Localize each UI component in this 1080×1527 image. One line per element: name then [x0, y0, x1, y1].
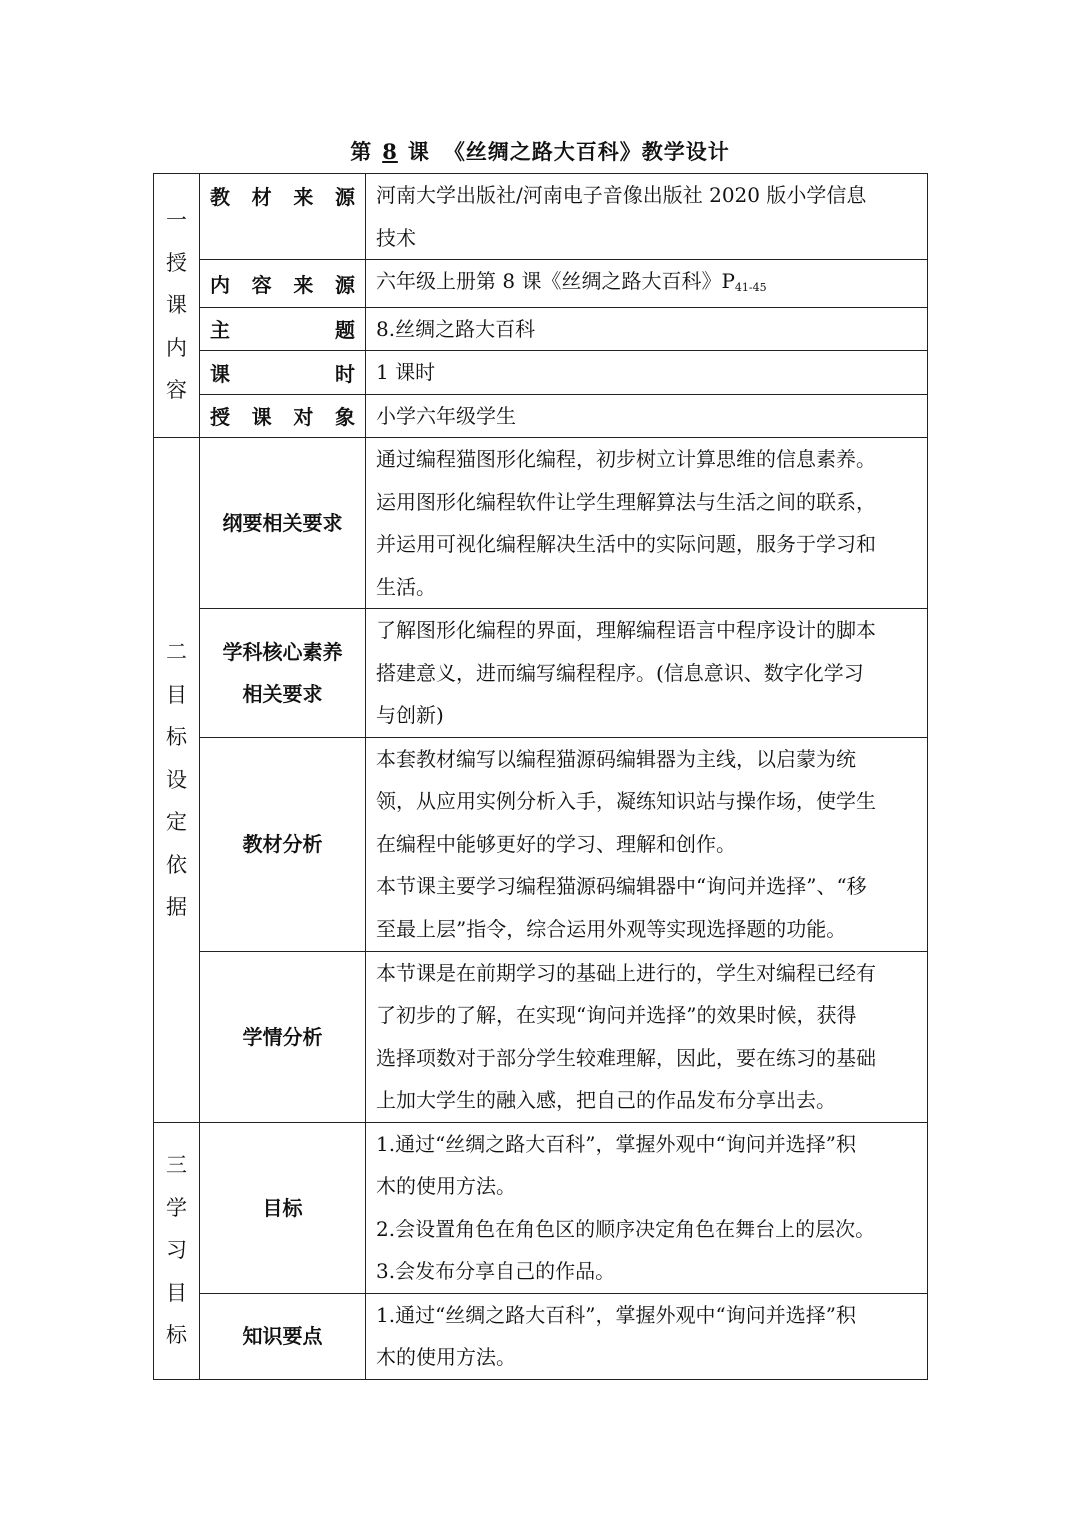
label-key-points: 知识要点	[200, 1293, 366, 1379]
lesson-number: 8	[382, 139, 398, 164]
label-theme: 主 题	[200, 307, 366, 351]
section-3-label: 三 学 习 目 标	[154, 1122, 200, 1379]
label-curriculum: 纲要相关要求	[200, 438, 366, 609]
row-content-source	[154, 260, 928, 308]
label-student-analysis: 学情分析	[200, 951, 366, 1122]
label-objectives: 目标	[200, 1122, 366, 1293]
row-audience	[154, 394, 928, 438]
value-core-literacy: 了解图形化编程的界面，理解编程语言中程序设计的脚本 搭建意义，进而编写编程程序。(信息意识、数字化学习 与创新)	[366, 609, 928, 738]
value-textbook-source: 河南大学出版社/河南电子音像出版社 2020 版小学信息 技术	[366, 174, 928, 260]
value-curriculum: 通过编程猫图形化编程，初步树立计算思维的信息素养。 运用图形化编程软件让学生理解算法与生活之间的联系， 并运用可视化编程解决生活中的实际问题，服务于学习和 生活。	[366, 438, 928, 609]
row-textbook-source	[154, 174, 928, 260]
document-title	[0, 134, 1080, 170]
value-material-analysis: 本套教材编写以编程猫源码编辑器为主线，以启蒙为统 领，从应用实例分析入手，凝练知识站与操作场，使学生 在编程中能够更好的学习、理解和创作。 本节课主要学习编程猫源码编辑器中“询问并选择”、“移 至最上层”指令，综合运用外观等实现选择题的功能。	[366, 737, 928, 951]
row-key-points	[154, 1293, 928, 1379]
row-core-literacy	[154, 609, 928, 738]
label-core-literacy: 学科核心素养 相关要求	[200, 609, 366, 738]
row-curriculum	[154, 438, 928, 609]
row-material-analysis	[154, 737, 928, 951]
label-textbook-source: 教 材 来 源	[200, 174, 366, 260]
row-hours	[154, 351, 928, 395]
value-key-points: 1.通过“丝绸之路大百科”，掌握外观中“询问并选择”积 木的使用方法。	[366, 1293, 928, 1379]
lesson-plan-table	[153, 173, 928, 1380]
value-student-analysis: 本节课是在前期学习的基础上进行的，学生对编程已经有 了初步的了解，在实现“询问并选择”的效果时候，获得 选择项数对于部分学生较难理解，因此，要在练习的基础 上加大学生的融入感，把自己的作品发布分享出去。	[366, 951, 928, 1122]
lesson-name: 《丝绸之路大百科》教学设计	[443, 139, 730, 164]
row-student-analysis	[154, 951, 928, 1122]
label-hours: 课 时	[200, 351, 366, 395]
title-suffix: 课	[407, 139, 430, 164]
page-range: 41-45	[734, 281, 767, 294]
section-2-label: 二 目 标 设 定 依 据	[154, 438, 200, 1123]
value-objectives: 1.通过“丝绸之路大百科”，掌握外观中“询问并选择”积 木的使用方法。 2.会设置角色在角色区的顺序决定角色在舞台上的层次。 3.会发布分享自己的作品。	[366, 1122, 928, 1293]
value-theme: 8.丝绸之路大百科	[366, 307, 928, 351]
label-audience: 授 课 对 象	[200, 394, 366, 438]
label-content-source: 内 容 来 源	[200, 260, 366, 308]
value-content-source: 六年级上册第 8 课《丝绸之路大百科》$P_{41-45}$	[366, 260, 928, 308]
row-theme	[154, 307, 928, 351]
value-audience: 小学六年级学生	[366, 394, 928, 438]
value-hours: 1 课时	[366, 351, 928, 395]
section-1-label: 一 授 课 内 容	[154, 174, 200, 438]
label-material-analysis: 教材分析	[200, 737, 366, 951]
title-prefix: 第	[350, 139, 373, 164]
row-objectives	[154, 1122, 928, 1293]
